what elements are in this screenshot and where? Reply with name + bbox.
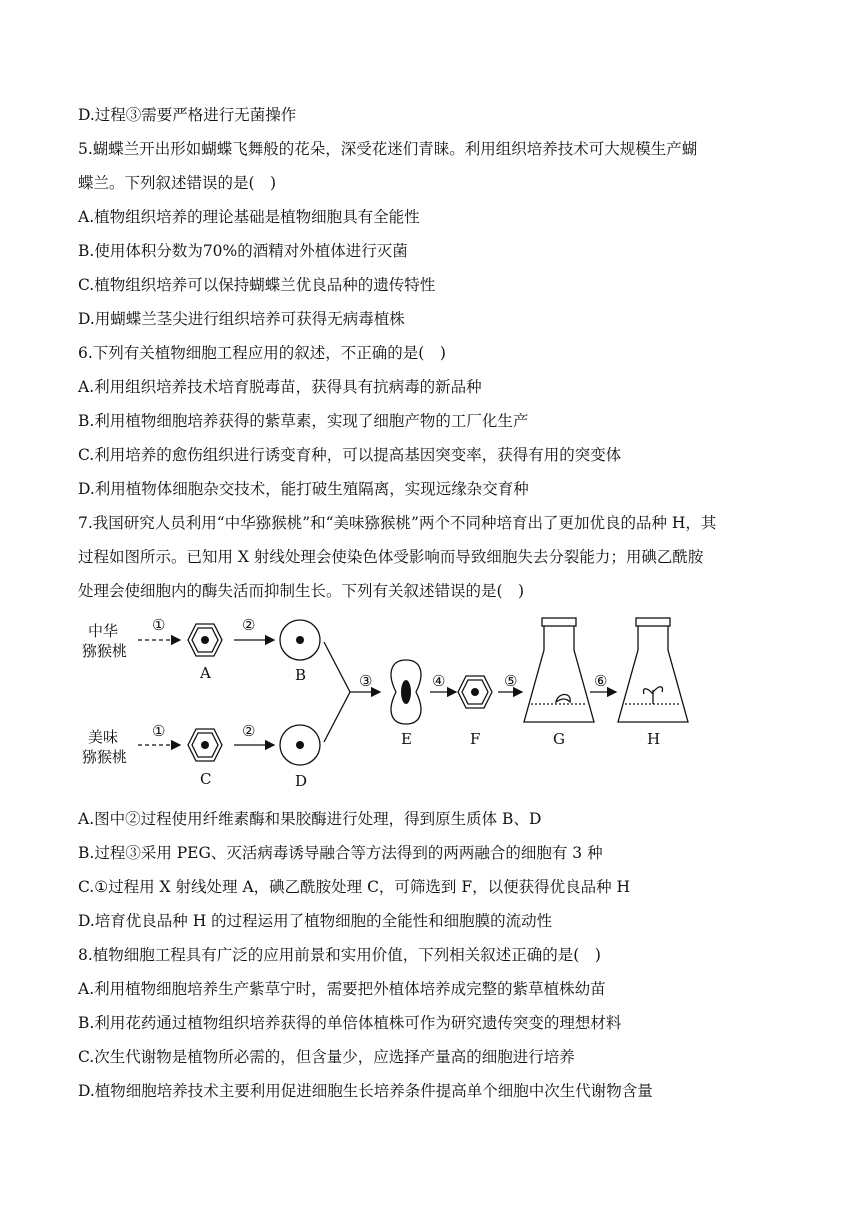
- question-5-stem-line2: 蝶兰。下列叙述错误的是( ): [78, 174, 277, 192]
- option-c-q6: C.利用培养的愈伤组织进行诱变育种，可以提高基因突变率，获得有用的突变体: [78, 446, 622, 464]
- nucleus-d: [296, 741, 304, 749]
- option-b-q5: B.使用体积分数为70%的酒精对外植体进行灭菌: [78, 242, 408, 260]
- option-a-q8: A.利用植物细胞培养生产紫草宁时，需要把外植体培养成完整的紫草植株幼苗: [78, 980, 606, 998]
- flask-h: [618, 626, 688, 722]
- label-e: E: [401, 730, 412, 748]
- nucleus-f: [471, 688, 479, 696]
- option-a-q7: A.图中②过程使用纤维素酶和果胶酶进行处理，得到原生质体 B、D: [78, 810, 542, 828]
- step4-label: ④: [432, 672, 446, 690]
- question-5-stem-line1: 5.蝴蝶兰开出形如蝴蝶飞舞般的花朵，深受花迷们青睐。利用组织培养技术可大规模生产蝴: [78, 140, 698, 158]
- label-c: C: [200, 770, 212, 788]
- bottom-species-line1: 美味: [88, 728, 119, 746]
- option-b-q6: B.利用植物细胞培养获得的紫草素，实现了细胞产物的工厂化生产: [78, 412, 529, 430]
- option-d-q5: D.用蝴蝶兰茎尖进行组织培养可获得无病毒植株: [78, 310, 405, 328]
- step5-label: ⑤: [504, 672, 518, 690]
- top-species-line2: 猕猴桃: [82, 642, 128, 660]
- option-b-q8: B.利用花药通过植物组织培养获得的单倍体植株可作为研究遗传突变的理想材料: [78, 1014, 622, 1032]
- flask-g: [524, 626, 594, 722]
- seedling-h: [643, 687, 662, 704]
- label-f: F: [470, 730, 481, 748]
- step1-label-bottom: ①: [152, 722, 166, 740]
- merge-lines: [324, 642, 350, 742]
- question-6-stem: 6.下列有关植物细胞工程应用的叙述，不正确的是( ): [78, 344, 446, 362]
- question-7-stem-line3: 处理会使细胞内的酶失活而抑制生长。下列有关叙述错误的是( ): [78, 582, 525, 600]
- step3-label: ③: [359, 672, 373, 690]
- step2-label-top: ②: [242, 616, 256, 634]
- label-d: D: [295, 772, 308, 790]
- label-b: B: [295, 666, 307, 684]
- step1-label-top: ①: [152, 616, 166, 634]
- callus-g: [556, 695, 570, 703]
- top-species-line1: 中华: [88, 622, 119, 640]
- option-d-q6: D.利用植物体细胞杂交技术，能打破生殖隔离，实现远缘杂交育种: [78, 480, 529, 498]
- label-g: G: [553, 730, 565, 748]
- option-d-q8: D.植物细胞培养技术主要利用促进细胞生长培养条件提高单个细胞中次生代谢物含量: [78, 1082, 653, 1100]
- option-d-q4: D.过程③需要严格进行无菌操作: [78, 106, 297, 124]
- bottom-species-line2: 猕猴桃: [82, 748, 128, 766]
- option-c-q8: C.次生代谢物是植物所必需的，但含量少，应选择产量高的细胞进行培养: [78, 1048, 575, 1066]
- label-h: H: [647, 730, 661, 748]
- flask-h-cap: [636, 618, 670, 626]
- question-7-stem-line1: 7.我国研究人员利用“中华猕猴桃”和“美味猕猴桃”两个不同种培育出了更加优良的品种 H，其: [78, 514, 717, 532]
- nucleus-b: [296, 636, 304, 644]
- option-c-q7: C.①过程用 X 射线处理 A，碘乙酰胺处理 C，可筛选到 F，以便获得优良品种 H: [78, 878, 631, 896]
- question-7-stem-line2: 过程如图所示。已知用 X 射线处理会使染色体受影响而导致细胞失去分裂能力；用碘乙酰胺: [78, 548, 704, 566]
- option-c-q5: C.植物组织培养可以保持蝴蝶兰优良品种的遗传特性: [78, 276, 436, 294]
- option-a-q6: A.利用组织培养技术培育脱毒苗，获得具有抗病毒的新品种: [78, 378, 482, 396]
- step6-label: ⑥: [594, 672, 608, 690]
- nucleus-c: [201, 741, 209, 749]
- option-d-q7: D.培育优良品种 H 的过程运用了植物细胞的全能性和细胞膜的流动性: [78, 912, 553, 930]
- flask-g-cap: [542, 618, 576, 626]
- label-a: A: [200, 664, 211, 682]
- step2-label-bottom: ②: [242, 722, 256, 740]
- option-a-q5: A.植物组织培养的理论基础是植物细胞具有全能性: [78, 208, 420, 226]
- nucleus-e: [401, 680, 411, 704]
- option-b-q7: B.过程③采用 PEG、灭活病毒诱导融合等方法得到的两两融合的细胞有 3 种: [78, 844, 603, 862]
- nucleus-a: [201, 636, 209, 644]
- fusion-process-diagram: [76, 606, 696, 806]
- question-8-stem: 8.植物细胞工程具有广泛的应用前景和实用价值，下列相关叙述正确的是( ): [78, 946, 601, 964]
